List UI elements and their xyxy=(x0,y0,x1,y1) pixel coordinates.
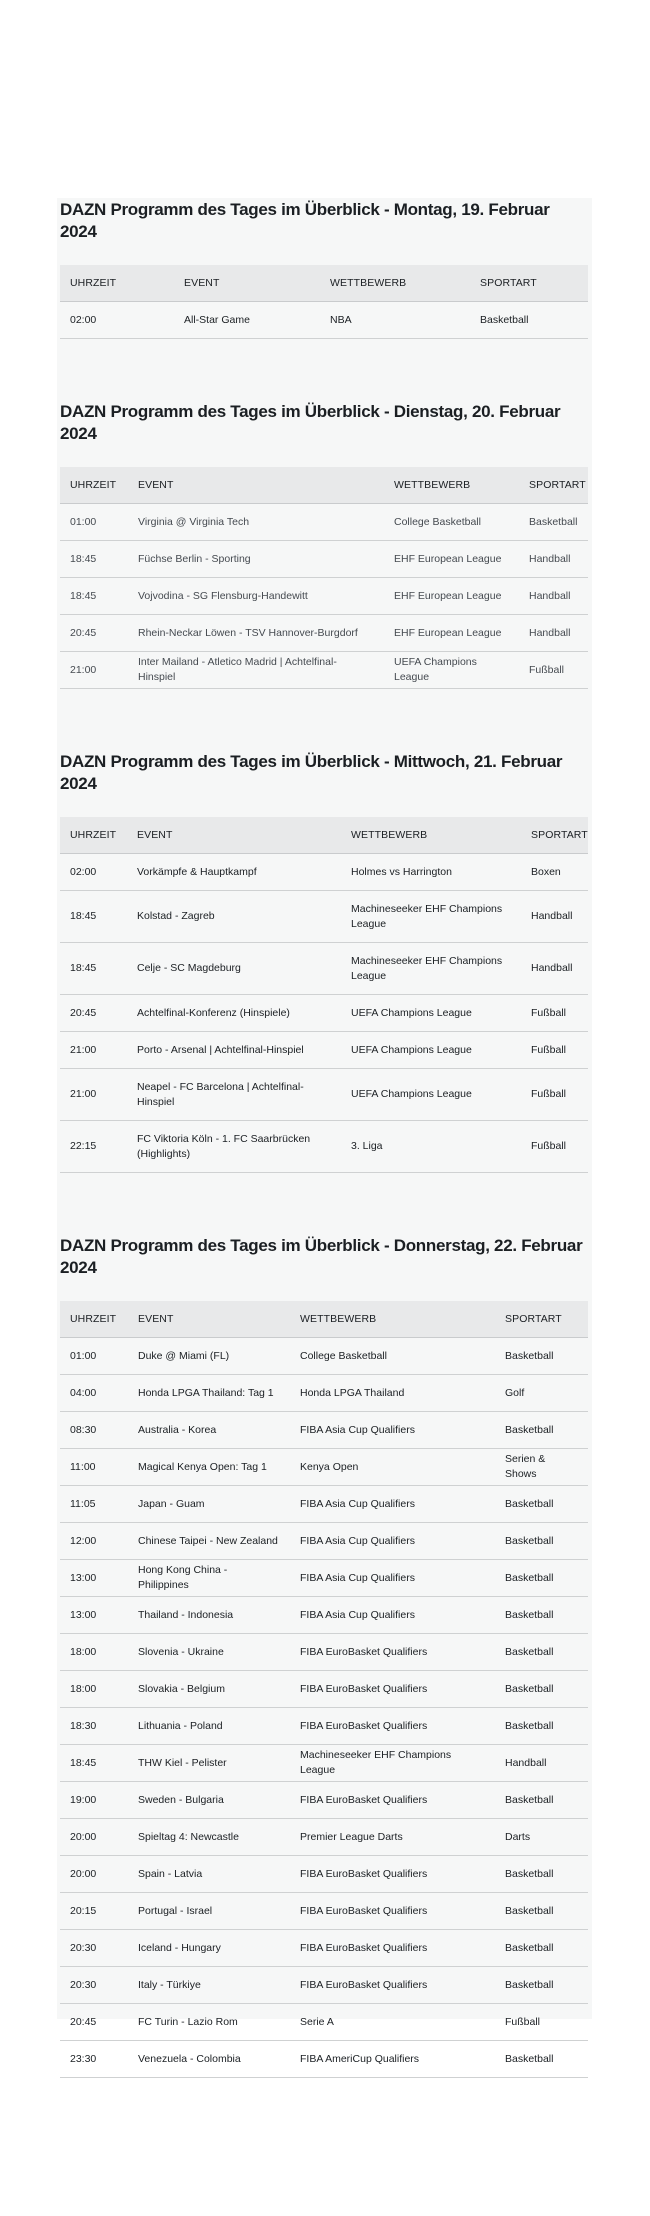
cell-event: Spieltag 4: Newcastle xyxy=(128,1819,290,1856)
table-row xyxy=(60,1523,588,1560)
table-row xyxy=(60,504,588,541)
cell-competition: FIBA Asia Cup Qualifiers xyxy=(290,1486,495,1523)
table-row xyxy=(60,1856,588,1893)
column-header-event: EVENT xyxy=(127,817,341,854)
cell-competition: Premier League Darts xyxy=(290,1819,495,1856)
cell-time: 21:00 xyxy=(60,652,128,689)
cell-event: Inter Mailand - Atletico Madrid | Achtelfinal-Hinspiel xyxy=(128,652,384,689)
day-section-thursday xyxy=(60,1234,588,2078)
cell-event: Thailand - Indonesia xyxy=(128,1597,290,1634)
table-row xyxy=(60,1069,588,1121)
column-header-competition: WETTBEWERB xyxy=(320,265,470,302)
table-row xyxy=(60,1560,588,1597)
cell-time: 04:00 xyxy=(60,1375,128,1412)
table-row xyxy=(60,302,588,339)
cell-sport: Fußball xyxy=(521,995,588,1032)
column-header-sport: SPORTART xyxy=(519,467,588,504)
column-header-sport: SPORTART xyxy=(495,1301,588,1338)
table-row xyxy=(60,652,588,689)
table-row xyxy=(60,1930,588,1967)
cell-sport: Basketball xyxy=(495,1856,588,1893)
cell-event: Italy - Türkiye xyxy=(128,1967,290,2004)
cell-time: 20:15 xyxy=(60,1893,128,1930)
schedule-container xyxy=(57,198,592,2065)
cell-sport: Basketball xyxy=(495,1412,588,1449)
cell-sport: Serien & Shows xyxy=(495,1449,588,1486)
cell-time: 18:45 xyxy=(60,578,128,615)
cell-event: Neapel - FC Barcelona | Achtelfinal-Hinspiel xyxy=(127,1069,341,1121)
table-header-row xyxy=(60,265,588,302)
cell-sport: Basketball xyxy=(495,1893,588,1930)
cell-time: 23:30 xyxy=(60,2041,128,2078)
cell-sport: Golf xyxy=(495,1375,588,1412)
cell-event: Vojvodina - SG Flensburg-Handewitt xyxy=(128,578,384,615)
cell-time: 20:45 xyxy=(60,2004,128,2041)
table-row xyxy=(60,1032,588,1069)
table-row xyxy=(60,1597,588,1634)
day-section-wednesday xyxy=(60,750,588,1173)
cell-competition: 3. Liga xyxy=(341,1121,521,1173)
table-row xyxy=(60,995,588,1032)
cell-sport: Handball xyxy=(519,578,588,615)
cell-event: Chinese Taipei - New Zealand xyxy=(128,1523,290,1560)
cell-sport: Basketball xyxy=(495,1671,588,1708)
cell-time: 18:30 xyxy=(60,1708,128,1745)
schedule-table xyxy=(60,467,588,689)
cell-competition: FIBA Asia Cup Qualifiers xyxy=(290,1523,495,1560)
cell-sport: Basketball xyxy=(470,302,588,339)
cell-sport: Basketball xyxy=(519,504,588,541)
table-row xyxy=(60,615,588,652)
cell-event: Porto - Arsenal | Achtelfinal-Hinspiel xyxy=(127,1032,341,1069)
cell-time: 12:00 xyxy=(60,1523,128,1560)
table-row xyxy=(60,1412,588,1449)
cell-time: 13:00 xyxy=(60,1597,128,1634)
cell-event: Virginia @ Virginia Tech xyxy=(128,504,384,541)
cell-event: Australia - Korea xyxy=(128,1412,290,1449)
section-title: DAZN Programm des Tages im Überblick - Donnerstag, 22. Februar 2024 xyxy=(60,1236,583,1277)
table-row xyxy=(60,2041,588,2078)
cell-sport: Handball xyxy=(495,1745,588,1782)
table-row xyxy=(60,1819,588,1856)
cell-competition: College Basketball xyxy=(290,1338,495,1375)
column-header-event: EVENT xyxy=(128,467,384,504)
cell-competition: FIBA Asia Cup Qualifiers xyxy=(290,1412,495,1449)
cell-sport: Basketball xyxy=(495,1708,588,1745)
cell-sport: Fußball xyxy=(495,2004,588,2041)
cell-sport: Fußball xyxy=(521,1032,588,1069)
table-row xyxy=(60,1486,588,1523)
cell-sport: Handball xyxy=(519,615,588,652)
day-section-tuesday xyxy=(60,400,588,689)
cell-competition: UEFA Champions League xyxy=(341,1032,521,1069)
cell-time: 20:30 xyxy=(60,1930,128,1967)
table-header-row xyxy=(60,817,588,854)
cell-competition: FIBA EuroBasket Qualifiers xyxy=(290,1856,495,1893)
cell-competition: FIBA Asia Cup Qualifiers xyxy=(290,1597,495,1634)
cell-event: FC Turin - Lazio Rom xyxy=(128,2004,290,2041)
cell-competition: Machineseeker EHF Champions League xyxy=(341,891,521,943)
cell-competition: UEFA Champions League xyxy=(341,1069,521,1121)
cell-competition: EHF European League xyxy=(384,578,519,615)
cell-sport: Basketball xyxy=(495,1560,588,1597)
cell-sport: Fußball xyxy=(521,1121,588,1173)
cell-time: 20:00 xyxy=(60,1819,128,1856)
cell-time: 20:30 xyxy=(60,1967,128,2004)
cell-event: Slovenia - Ukraine xyxy=(128,1634,290,1671)
table-row xyxy=(60,1967,588,2004)
section-title: DAZN Programm des Tages im Überblick - Dienstag, 20. Februar 2024 xyxy=(60,402,561,443)
cell-sport: Basketball xyxy=(495,1782,588,1819)
cell-time: 20:45 xyxy=(60,615,128,652)
cell-competition: FIBA EuroBasket Qualifiers xyxy=(290,1671,495,1708)
cell-time: 01:00 xyxy=(60,1338,128,1375)
column-header-event: EVENT xyxy=(128,1301,290,1338)
table-row xyxy=(60,1745,588,1782)
cell-time: 13:00 xyxy=(60,1560,128,1597)
cell-event: Füchse Berlin - Sporting xyxy=(128,541,384,578)
column-header-sport: SPORTART xyxy=(470,265,588,302)
cell-event: Vorkämpfe & Hauptkampf xyxy=(127,854,341,891)
cell-sport: Handball xyxy=(521,943,588,995)
table-row xyxy=(60,854,588,891)
cell-time: 20:00 xyxy=(60,1856,128,1893)
cell-sport: Fußball xyxy=(519,652,588,689)
cell-time: 18:45 xyxy=(60,541,128,578)
cell-competition: College Basketball xyxy=(384,504,519,541)
cell-competition: Machineseeker EHF Champions League xyxy=(290,1745,495,1782)
cell-sport: Basketball xyxy=(495,2041,588,2078)
cell-competition: FIBA EuroBasket Qualifiers xyxy=(290,1708,495,1745)
cell-time: 02:00 xyxy=(60,854,127,891)
cell-competition: FIBA AmeriCup Qualifiers xyxy=(290,2041,495,2078)
section-title: DAZN Programm des Tages im Überblick - Mittwoch, 21. Februar 2024 xyxy=(60,752,563,793)
cell-sport: Boxen xyxy=(521,854,588,891)
cell-sport: Basketball xyxy=(495,1967,588,2004)
cell-event: Rhein-Neckar Löwen - TSV Hannover-Burgdorf xyxy=(128,615,384,652)
cell-time: 08:30 xyxy=(60,1412,128,1449)
cell-sport: Basketball xyxy=(495,1634,588,1671)
cell-competition: EHF European League xyxy=(384,541,519,578)
cell-time: 11:00 xyxy=(60,1449,128,1486)
cell-competition: Serie A xyxy=(290,2004,495,2041)
column-header-time: UHRZEIT xyxy=(60,1301,128,1338)
table-row xyxy=(60,1708,588,1745)
cell-event: Slovakia - Belgium xyxy=(128,1671,290,1708)
table-row xyxy=(60,1634,588,1671)
cell-event: Kolstad - Zagreb xyxy=(127,891,341,943)
table-row xyxy=(60,1375,588,1412)
cell-competition: Honda LPGA Thailand xyxy=(290,1375,495,1412)
cell-event: THW Kiel - Pelister xyxy=(128,1745,290,1782)
cell-event: Portugal - Israel xyxy=(128,1893,290,1930)
cell-event: FC Viktoria Köln - 1. FC Saarbrücken (Highlights) xyxy=(127,1121,341,1173)
cell-time: 18:00 xyxy=(60,1671,128,1708)
cell-competition: NBA xyxy=(320,302,470,339)
table-row xyxy=(60,1449,588,1486)
cell-event: Magical Kenya Open: Tag 1 xyxy=(128,1449,290,1486)
schedule-table xyxy=(60,817,588,1173)
day-section-monday xyxy=(60,198,588,339)
table-row xyxy=(60,1121,588,1173)
cell-sport: Basketball xyxy=(495,1930,588,1967)
cell-competition: Holmes vs Harrington xyxy=(341,854,521,891)
cell-competition: FIBA EuroBasket Qualifiers xyxy=(290,1634,495,1671)
cell-sport: Handball xyxy=(521,891,588,943)
cell-event: Honda LPGA Thailand: Tag 1 xyxy=(128,1375,290,1412)
cell-event: Venezuela - Colombia xyxy=(128,2041,290,2078)
cell-event: Celje - SC Magdeburg xyxy=(127,943,341,995)
cell-time: 01:00 xyxy=(60,504,128,541)
schedule-table xyxy=(60,265,588,339)
cell-event: Achtelfinal-Konferenz (Hinspiele) xyxy=(127,995,341,1032)
cell-sport: Basketball xyxy=(495,1338,588,1375)
table-row xyxy=(60,541,588,578)
cell-event: Spain - Latvia xyxy=(128,1856,290,1893)
schedule-table xyxy=(60,1301,588,2078)
column-header-time: UHRZEIT xyxy=(60,265,174,302)
column-header-sport: SPORTART xyxy=(521,817,588,854)
cell-sport: Darts xyxy=(495,1819,588,1856)
column-header-competition: WETTBEWERB xyxy=(290,1301,495,1338)
cell-competition: FIBA EuroBasket Qualifiers xyxy=(290,1967,495,2004)
cell-competition: Kenya Open xyxy=(290,1449,495,1486)
cell-competition: UEFA Champions League xyxy=(384,652,519,689)
cell-time: 02:00 xyxy=(60,302,174,339)
cell-competition: FIBA EuroBasket Qualifiers xyxy=(290,1893,495,1930)
column-header-competition: WETTBEWERB xyxy=(384,467,519,504)
cell-time: 22:15 xyxy=(60,1121,127,1173)
cell-event: Sweden - Bulgaria xyxy=(128,1782,290,1819)
column-header-competition: WETTBEWERB xyxy=(341,817,521,854)
cell-sport: Basketball xyxy=(495,1486,588,1523)
cell-time: 11:05 xyxy=(60,1486,128,1523)
cell-time: 18:45 xyxy=(60,1745,128,1782)
cell-event: Iceland - Hungary xyxy=(128,1930,290,1967)
table-row xyxy=(60,2004,588,2041)
cell-time: 21:00 xyxy=(60,1032,127,1069)
cell-event: Hong Kong China - Philippines xyxy=(128,1560,290,1597)
column-header-time: UHRZEIT xyxy=(60,467,128,504)
table-row xyxy=(60,1782,588,1819)
cell-competition: UEFA Champions League xyxy=(341,995,521,1032)
cell-competition: FIBA Asia Cup Qualifiers xyxy=(290,1560,495,1597)
table-row xyxy=(60,578,588,615)
cell-competition: EHF European League xyxy=(384,615,519,652)
cell-sport: Basketball xyxy=(495,1523,588,1560)
cell-sport: Fußball xyxy=(521,1069,588,1121)
cell-time: 18:45 xyxy=(60,943,127,995)
cell-competition: FIBA EuroBasket Qualifiers xyxy=(290,1930,495,1967)
cell-time: 18:00 xyxy=(60,1634,128,1671)
cell-sport: Handball xyxy=(519,541,588,578)
table-row xyxy=(60,1338,588,1375)
cell-time: 21:00 xyxy=(60,1069,127,1121)
cell-event: Japan - Guam xyxy=(128,1486,290,1523)
table-row xyxy=(60,1893,588,1930)
cell-time: 18:45 xyxy=(60,891,127,943)
cell-competition: FIBA EuroBasket Qualifiers xyxy=(290,1782,495,1819)
cell-event: All-Star Game xyxy=(174,302,320,339)
cell-time: 20:45 xyxy=(60,995,127,1032)
section-title: DAZN Programm des Tages im Überblick - Montag, 19. Februar 2024 xyxy=(60,200,550,241)
table-header-row xyxy=(60,467,588,504)
cell-time: 19:00 xyxy=(60,1782,128,1819)
cell-event: Lithuania - Poland xyxy=(128,1708,290,1745)
column-header-time: UHRZEIT xyxy=(60,817,127,854)
table-row xyxy=(60,943,588,995)
table-row xyxy=(60,891,588,943)
cell-event: Duke @ Miami (FL) xyxy=(128,1338,290,1375)
table-row xyxy=(60,1671,588,1708)
column-header-event: EVENT xyxy=(174,265,320,302)
cell-competition: Machineseeker EHF Champions League xyxy=(341,943,521,995)
table-header-row xyxy=(60,1301,588,1338)
cell-sport: Basketball xyxy=(495,1597,588,1634)
